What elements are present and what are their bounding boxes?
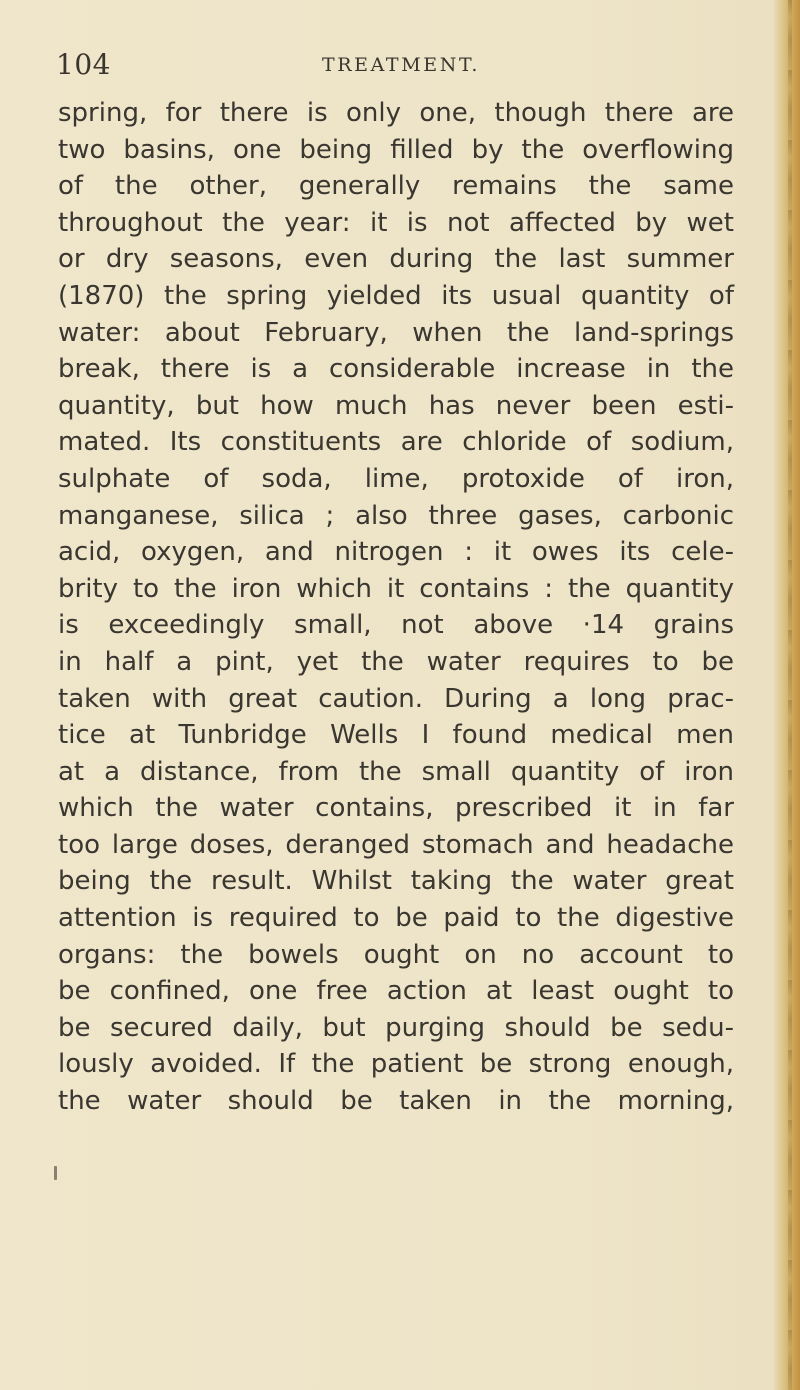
- text-line: or dry seasons, even during the last summer: [58, 244, 734, 275]
- text-line: break, there is a considerable increase in the: [58, 354, 734, 385]
- text-line: be confined, one free action at least ought to: [58, 976, 734, 1007]
- text-line: the water should be taken in the morning,: [58, 1086, 734, 1117]
- text-line: which the water contains, prescribed it in far: [58, 793, 734, 824]
- text-line: throughout the year: it is not affected by wet: [58, 207, 734, 238]
- text-line: (1870) the spring yielded its usual quantity of: [58, 280, 734, 311]
- text-line: being the result. Whilst taking the water great: [58, 866, 734, 897]
- page-number: 104: [56, 48, 111, 81]
- text-line: mated. Its constituents are chloride of sodium,: [58, 427, 734, 458]
- text-line: lously avoided. If the patient be strong enough,: [58, 1049, 734, 1080]
- text-line: attention is required to be paid to the digestive: [58, 903, 734, 934]
- text-line: too large doses, deranged stomach and headache: [58, 829, 734, 860]
- page-edge-shadow: [788, 0, 792, 1390]
- margin-mark: [54, 1166, 57, 1180]
- page-edge-binding: [774, 0, 800, 1390]
- text-line: spring, for there is only one, though there are: [58, 98, 734, 128]
- text-line: water: about February, when the land-springs: [58, 317, 734, 348]
- text-line: manganese, silica ; also three gases, carbonic: [58, 500, 734, 531]
- text-line: two basins, one being filled by the overflowing: [58, 134, 734, 165]
- text-line: quantity, but how much has never been esti-: [58, 390, 734, 421]
- text-line: in half a pint, yet the water requires to be: [58, 646, 734, 677]
- text-line: brity to the iron which it contains : the quantity: [58, 573, 734, 604]
- text-line: taken with great caution. During a long prac-: [58, 683, 734, 714]
- text-line: of the other, generally remains the same: [58, 171, 734, 202]
- text-line: tice at Tunbridge Wells I found medical men: [58, 720, 734, 751]
- text-line: at a distance, from the small quantity of iron: [58, 756, 734, 787]
- text-line: sulphate of soda, lime, protoxide of iron,: [58, 463, 734, 494]
- page-header: [0, 44, 800, 84]
- body-text: [58, 95, 734, 1120]
- text-line: is exceedingly small, not above ·14 grains: [58, 610, 734, 641]
- text-line: acid, oxygen, and nitrogen : it owes its cele-: [58, 537, 734, 568]
- text-line: organs: the bowels ought on no account to: [58, 939, 734, 970]
- text-line: be secured daily, but purging should be sedu-: [58, 1012, 734, 1043]
- running-head: TREATMENT.: [322, 54, 481, 76]
